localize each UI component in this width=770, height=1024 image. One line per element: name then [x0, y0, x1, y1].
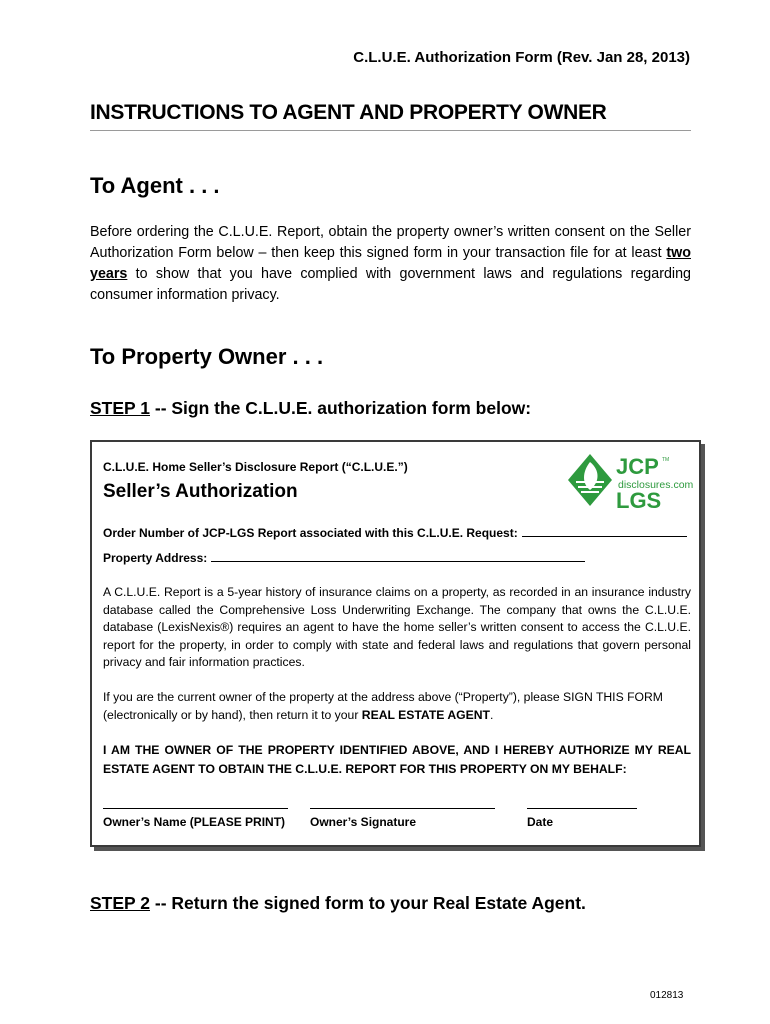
step2-text: -- Return the signed form to your Real Estate Agent. [150, 893, 586, 913]
agent-heading: To Agent . . . [90, 173, 220, 198]
agent-instructions [90, 222, 691, 306]
authorization-statement: I AM THE OWNER OF THE PROPERTY IDENTIFIED ABOVE, AND I HEREBY AUTHORIZE MY REAL ESTATE AGENT TO OBTAIN THE C.L.U.E. REPORT FOR THIS PROPERTY ON MY BEHALF: [103, 743, 691, 776]
main-heading: INSTRUCTIONS TO AGENT AND PROPERTY OWNER [90, 101, 607, 124]
logo-website: disclosures.com [618, 479, 694, 491]
logo-trademark: TM [662, 457, 670, 463]
owner-heading: To Property Owner . . . [90, 344, 324, 369]
step2-label: STEP 2 [90, 893, 150, 913]
date-line[interactable] [527, 808, 637, 809]
order-number-field [103, 525, 687, 540]
sign-instructions-text: If you are the current owner of the property at the address above (“Property”), please SIGN THIS FORM (electronically or by hand), then return it to your [103, 690, 663, 722]
owner-name-line[interactable] [103, 808, 288, 809]
logo-brand-top: JCP [616, 454, 659, 479]
two-years-emphasis: two years [90, 245, 691, 282]
jcp-lgs-logo-graphic [566, 452, 694, 513]
sign-instructions-paragraph [103, 689, 691, 724]
agent-text-end: to show that you have complied with government laws and regulations regarding consumer information privacy. [90, 266, 691, 303]
order-number-input-line[interactable] [522, 525, 687, 537]
owner-signature-label: Owner’s Signature [310, 815, 417, 829]
owner-signature-line[interactable] [310, 808, 495, 809]
agent-text-start: Before ordering the C.L.U.E. Report, obtain the property owner’s written consent on the Seller Authorization Form below – then keep this signed form in your transaction file for at least [90, 224, 691, 261]
logo-brand-bottom: LGS [616, 488, 662, 513]
jcp-lgs-logo [566, 452, 694, 513]
form-title: Seller’s Authorization [103, 481, 298, 502]
clue-explanation-paragraph: A C.L.U.E. Report is a 5-year history of insurance claims on a property, as recorded in an insurance industry database called the Comprehensive Loss Underwriting Exchange. The company that owns the C.L.U.E. database (LexisNexis®) requires an agent to have the home seller’s written consent to access the C.L.U.E. report for the property, in order to comply with state and federal laws and regulations that govern personal privacy and fair information practices. [103, 585, 691, 670]
date-label: Date [527, 815, 554, 829]
real-estate-agent-emphasis: REAL ESTATE AGENT [361, 707, 490, 722]
property-address-input-line[interactable] [211, 550, 585, 562]
property-address-field [103, 550, 585, 565]
property-address-label: Property Address: [103, 551, 208, 565]
owner-name-label: Owner’s Name (PLEASE PRINT) [103, 815, 286, 829]
step1-instruction [90, 398, 531, 419]
footer-code: 012813 [650, 990, 684, 1001]
step1-text: -- Sign the C.L.U.E. authorization form below: [150, 398, 532, 418]
step2-instruction [90, 893, 586, 914]
form-revision-title: C.L.U.E. Authorization Form (Rev. Jan 28, 2013) [353, 49, 690, 66]
sign-instructions-end: . [489, 707, 494, 722]
form-subtitle: C.L.U.E. Home Seller’s Disclosure Report (“C.L.U.E.”) [103, 460, 408, 474]
heading-divider [90, 130, 691, 131]
order-number-label: Order Number of JCP-LGS Report associated with this C.L.U.E. Request: [103, 526, 518, 540]
step1-label: STEP 1 [90, 398, 150, 418]
